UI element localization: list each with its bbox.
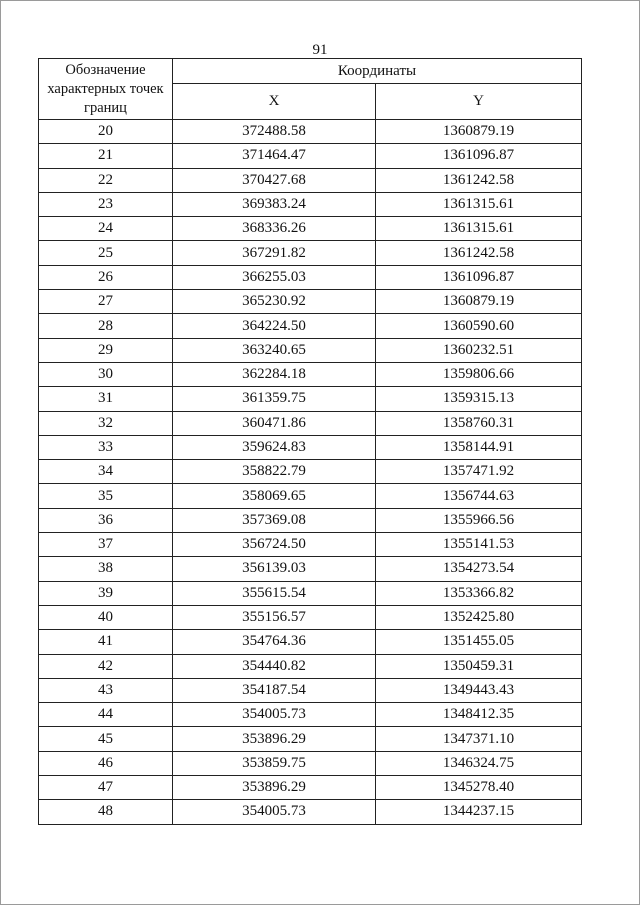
point-cell: 41 <box>39 630 173 654</box>
table-row <box>39 508 582 532</box>
x-coordinate-cell: 354005.73 <box>173 800 376 824</box>
x-coordinate-cell: 359624.83 <box>173 435 376 459</box>
point-cell: 32 <box>39 411 173 435</box>
y-coordinate-cell: 1361315.61 <box>376 217 582 241</box>
table-row <box>39 776 582 800</box>
y-column-header: Y <box>376 84 582 120</box>
table-row <box>39 338 582 362</box>
table-row <box>39 192 582 216</box>
x-coordinate-cell: 362284.18 <box>173 362 376 386</box>
x-coordinate-cell: 358069.65 <box>173 484 376 508</box>
x-coordinate-cell: 353896.29 <box>173 776 376 800</box>
table-row <box>39 435 582 459</box>
point-cell: 42 <box>39 654 173 678</box>
x-coordinate-cell: 370427.68 <box>173 168 376 192</box>
y-coordinate-cell: 1360879.19 <box>376 290 582 314</box>
table-row <box>39 654 582 678</box>
point-cell: 44 <box>39 703 173 727</box>
point-cell: 24 <box>39 217 173 241</box>
y-coordinate-cell: 1345278.40 <box>376 776 582 800</box>
x-coordinate-cell: 354187.54 <box>173 678 376 702</box>
y-coordinate-cell: 1360590.60 <box>376 314 582 338</box>
y-coordinate-cell: 1361096.87 <box>376 144 582 168</box>
point-cell: 28 <box>39 314 173 338</box>
y-coordinate-cell: 1357471.92 <box>376 460 582 484</box>
point-cell: 26 <box>39 265 173 289</box>
y-coordinate-cell: 1359315.13 <box>376 387 582 411</box>
point-cell: 35 <box>39 484 173 508</box>
y-coordinate-cell: 1359806.66 <box>376 362 582 386</box>
table-row <box>39 678 582 702</box>
point-cell: 38 <box>39 557 173 581</box>
table-row <box>39 557 582 581</box>
x-coordinate-cell: 353859.75 <box>173 751 376 775</box>
point-cell: 45 <box>39 727 173 751</box>
table-row <box>39 533 582 557</box>
table-row <box>39 144 582 168</box>
table-row <box>39 168 582 192</box>
y-coordinate-cell: 1352425.80 <box>376 605 582 629</box>
table-row <box>39 800 582 824</box>
y-coordinate-cell: 1355141.53 <box>376 533 582 557</box>
y-coordinate-cell: 1354273.54 <box>376 557 582 581</box>
coordinates-header: Координаты <box>173 59 582 84</box>
point-cell: 22 <box>39 168 173 192</box>
x-coordinate-cell: 357369.08 <box>173 508 376 532</box>
table-row <box>39 751 582 775</box>
point-cell: 37 <box>39 533 173 557</box>
table-row <box>39 703 582 727</box>
table-row <box>39 630 582 654</box>
table-row <box>39 484 582 508</box>
x-coordinate-cell: 363240.65 <box>173 338 376 362</box>
x-coordinate-cell: 360471.86 <box>173 411 376 435</box>
y-coordinate-cell: 1356744.63 <box>376 484 582 508</box>
y-coordinate-cell: 1360879.19 <box>376 120 582 144</box>
point-cell: 31 <box>39 387 173 411</box>
table-row <box>39 605 582 629</box>
point-cell: 33 <box>39 435 173 459</box>
x-coordinate-cell: 368336.26 <box>173 217 376 241</box>
point-cell: 23 <box>39 192 173 216</box>
y-coordinate-cell: 1346324.75 <box>376 751 582 775</box>
x-coordinate-cell: 369383.24 <box>173 192 376 216</box>
y-coordinate-cell: 1360232.51 <box>376 338 582 362</box>
table-header <box>39 59 582 120</box>
x-coordinate-cell: 358822.79 <box>173 460 376 484</box>
x-coordinate-cell: 355156.57 <box>173 605 376 629</box>
y-coordinate-cell: 1361096.87 <box>376 265 582 289</box>
y-coordinate-cell: 1361315.61 <box>376 192 582 216</box>
y-coordinate-cell: 1351455.05 <box>376 630 582 654</box>
table-row <box>39 411 582 435</box>
table-row <box>39 217 582 241</box>
x-coordinate-cell: 354005.73 <box>173 703 376 727</box>
point-cell: 40 <box>39 605 173 629</box>
table-row <box>39 727 582 751</box>
y-coordinate-cell: 1344237.15 <box>376 800 582 824</box>
x-coordinate-cell: 354764.36 <box>173 630 376 654</box>
y-coordinate-cell: 1361242.58 <box>376 241 582 265</box>
point-cell: 47 <box>39 776 173 800</box>
table-row <box>39 387 582 411</box>
x-coordinate-cell: 372488.58 <box>173 120 376 144</box>
point-designation-header: Обозначение характерных точек границ <box>39 59 173 120</box>
point-cell: 43 <box>39 678 173 702</box>
y-coordinate-cell: 1361242.58 <box>376 168 582 192</box>
point-cell: 25 <box>39 241 173 265</box>
y-coordinate-cell: 1355966.56 <box>376 508 582 532</box>
point-cell: 27 <box>39 290 173 314</box>
x-coordinate-cell: 367291.82 <box>173 241 376 265</box>
table-row <box>39 460 582 484</box>
y-coordinate-cell: 1349443.43 <box>376 678 582 702</box>
table-row <box>39 120 582 144</box>
table-row <box>39 265 582 289</box>
x-coordinate-cell: 364224.50 <box>173 314 376 338</box>
page-number: 91 <box>312 42 328 58</box>
point-cell: 46 <box>39 751 173 775</box>
table-body <box>39 120 582 825</box>
table-row <box>39 241 582 265</box>
x-column-header: X <box>173 84 376 120</box>
y-coordinate-cell: 1348412.35 <box>376 703 582 727</box>
point-cell: 36 <box>39 508 173 532</box>
table-row <box>39 314 582 338</box>
table-row <box>39 362 582 386</box>
x-coordinate-cell: 356139.03 <box>173 557 376 581</box>
x-coordinate-cell: 355615.54 <box>173 581 376 605</box>
point-cell: 21 <box>39 144 173 168</box>
y-coordinate-cell: 1358144.91 <box>376 435 582 459</box>
y-coordinate-cell: 1347371.10 <box>376 727 582 751</box>
point-cell: 48 <box>39 800 173 824</box>
point-cell: 29 <box>39 338 173 362</box>
point-cell: 30 <box>39 362 173 386</box>
x-coordinate-cell: 353896.29 <box>173 727 376 751</box>
x-coordinate-cell: 356724.50 <box>173 533 376 557</box>
coordinates-table <box>38 58 582 825</box>
point-cell: 39 <box>39 581 173 605</box>
y-coordinate-cell: 1353366.82 <box>376 581 582 605</box>
table-row <box>39 290 582 314</box>
x-coordinate-cell: 371464.47 <box>173 144 376 168</box>
x-coordinate-cell: 365230.92 <box>173 290 376 314</box>
table-row <box>39 581 582 605</box>
y-coordinate-cell: 1358760.31 <box>376 411 582 435</box>
point-cell: 34 <box>39 460 173 484</box>
x-coordinate-cell: 354440.82 <box>173 654 376 678</box>
x-coordinate-cell: 361359.75 <box>173 387 376 411</box>
y-coordinate-cell: 1350459.31 <box>376 654 582 678</box>
point-cell: 20 <box>39 120 173 144</box>
x-coordinate-cell: 366255.03 <box>173 265 376 289</box>
